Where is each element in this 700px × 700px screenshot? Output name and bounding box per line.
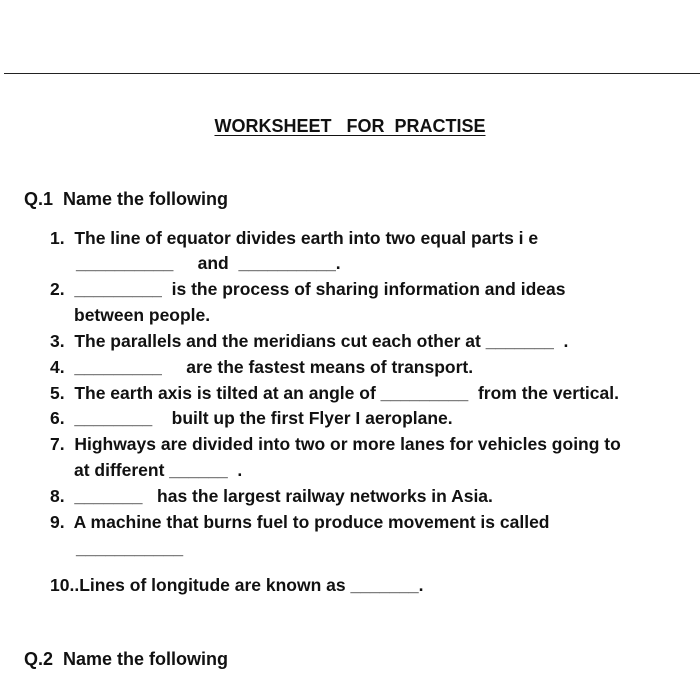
item-5: 5. The earth axis is tilted at an angle of _________ from the vertical. xyxy=(50,383,619,403)
item-9-answer-blank: ___________ xyxy=(76,538,184,558)
question-1-heading: Q.1 Name the following xyxy=(24,189,229,209)
item-9-line-1: 9. A machine that burns fuel to produce movement is called xyxy=(50,512,550,532)
item-4: 4. _________ are the fastest means of transport. xyxy=(50,357,474,377)
item-8: 8. _______ has the largest railway networks in Asia. xyxy=(50,486,493,506)
next-question-text: Q.2 Name the following xyxy=(24,649,229,669)
item-3: 3. The parallels and the meridians cut each other at _______ . xyxy=(50,331,569,351)
worksheet-title: WORKSHEET FOR PRACTISE xyxy=(214,116,486,136)
item-6: 6. ________ built up the first Flyer I aeroplane. xyxy=(50,408,453,428)
item-10: 10..Lines of longitude are known as _______. xyxy=(50,575,424,595)
item-1-line-2: __________ and __________. xyxy=(76,253,341,273)
item-7-line-2: at different ______ . xyxy=(74,460,243,480)
item-1-line-1: 1. The line of equator divides earth into two equal parts i e xyxy=(50,228,539,248)
item-7-line-1: 7. Highways are divided into two or more lanes for vehicles going to xyxy=(50,434,621,454)
next-question-heading-partial xyxy=(24,643,274,669)
item-2-line-1: 2. _________ is the process of sharing information and ideas xyxy=(50,279,566,299)
item-2-line-2: between people. xyxy=(74,305,211,325)
top-rule xyxy=(4,73,700,74)
